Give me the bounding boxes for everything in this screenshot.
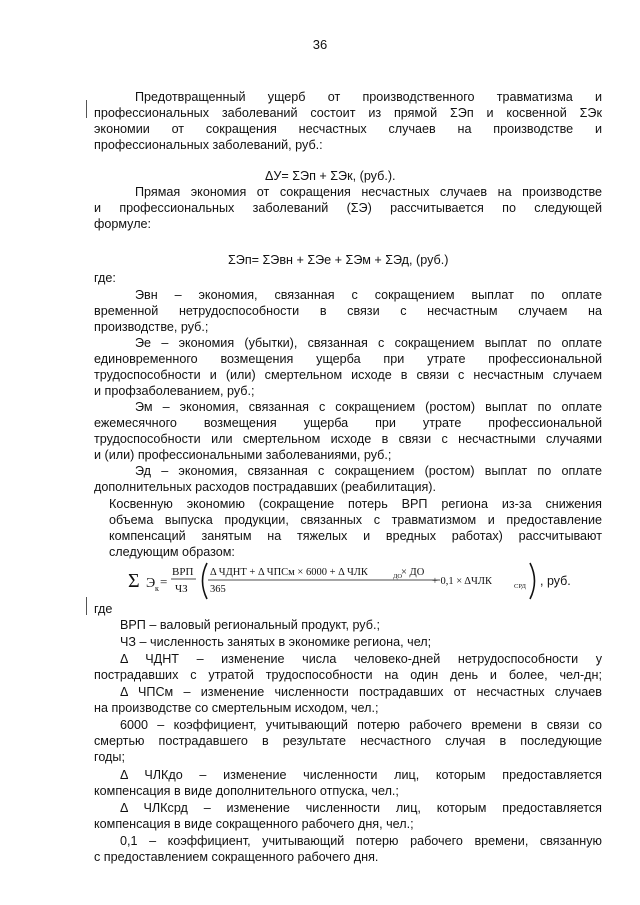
text-line: Косвенную экономию (сокращение потерь ВРП региона из-за снижения xyxy=(109,497,602,511)
formula-tail: + 0,1 × ΔЧЛК xyxy=(432,576,492,587)
text-line: и (или) профессиональными заболеваниями, руб.; xyxy=(94,448,392,462)
formula-lhs: Э xyxy=(146,576,156,591)
text-line: где: xyxy=(94,271,116,285)
text-line: Эе – экономия (убытки), связанная с сокращением выплат по оплате xyxy=(135,336,602,350)
margin-mark xyxy=(86,100,87,118)
text-line: смертью пострадавшего в результате несчастного случая в последующие xyxy=(94,734,602,748)
text-line: временной нетрудоспособности в связи с несчастным случаем на xyxy=(94,304,602,318)
text-line: экономии от сокращения несчастных случаев на производстве и xyxy=(94,122,602,136)
formula-inner-den: 365 xyxy=(210,584,226,595)
text-line: и профессиональных заболеваний (ΣЭ) рассчитывается по следующей xyxy=(94,201,602,215)
text-line: следующим образом: xyxy=(109,545,235,559)
text-line: Δ ЧЛКдо – изменение численности лиц, которым предоставляется xyxy=(120,768,602,782)
text-line: Эвн – экономия, связанная с сокращением выплат по оплате xyxy=(135,288,602,302)
formula-frac1-den: ЧЗ xyxy=(175,583,188,595)
text-line: ΣЭп= ΣЭвн + ΣЭе + ΣЭм + ΣЭд, (руб.) xyxy=(228,253,449,267)
text-line: компенсация в виде сокращенного рабочего дня, чел.; xyxy=(94,817,414,831)
text-line: компенсаций занятым на тяжелых и вредных работах) рассчитывают xyxy=(109,529,602,543)
formula-inner-num: Δ ЧДНТ + Δ ЧПСм × 6000 + Δ ЧЛК xyxy=(210,567,368,578)
text-line: Прямая экономия от сокращения несчастных случаев на производстве xyxy=(135,185,602,199)
formula-inner-num-tail: × ДО xyxy=(401,567,425,578)
text-line: ВРП – валовый региональный продукт, руб.; xyxy=(120,618,380,632)
formula-indirect-savings xyxy=(0,561,640,601)
text-line: с предоставлением сокращенного рабочего дня. xyxy=(94,850,379,864)
page-number: 36 xyxy=(312,37,328,52)
text-line: Δ ЧДНТ – изменение числа человеко-дней нетрудоспособности у xyxy=(120,652,602,666)
text-line: пострадавших с утратой трудоспособности на один день и более, чел-дн; xyxy=(94,668,602,682)
text-line: производстве, руб.; xyxy=(94,320,209,334)
text-line: ΔУ= ΣЭп + ΣЭк, (руб.). xyxy=(265,169,396,183)
text-line: ЧЗ – численность занятых в экономике региона, чел; xyxy=(120,635,432,649)
formula-sum: Σ xyxy=(128,570,140,592)
text-line: Эд – экономия, связанная с сокращением (ростом) выплат по оплате xyxy=(135,464,602,478)
text-line: Δ ЧЛКсрд – изменение численности лиц, которым предоставляется xyxy=(120,801,602,815)
text-line: ежемесячного возмещения ущерба при утрате профессиональной xyxy=(94,416,602,430)
text-line: где xyxy=(94,602,113,616)
formula-eq: = xyxy=(160,574,168,589)
formula-inner-num-sub: ДО xyxy=(393,573,403,580)
text-line: на производстве со смертельным исходом, чел.; xyxy=(94,701,379,715)
text-line: Эм – экономия, связанная с сокращением (ростом) выплат по оплате xyxy=(135,400,602,414)
text-line: трудоспособности и (или) смертельном исходе в связи с несчастным случаем xyxy=(94,368,602,382)
text-line: 6000 – коэффициент, учитывающий потерю рабочего времени в связи со xyxy=(120,718,602,732)
text-line: 0,1 – коэффициент, учитывающий потерю рабочего времени, связанную xyxy=(120,834,602,848)
text-line: дополнительных расходов пострадавших (реабилитация). xyxy=(94,480,436,494)
formula-tail-sub: СРД xyxy=(514,583,526,590)
text-line: профессиональных заболеваний, руб.: xyxy=(94,138,323,152)
text-line: трудоспособности или смертельном исходе в связи с несчастными случаями xyxy=(94,432,602,446)
text-line: и профзаболеванием, руб.; xyxy=(94,384,255,398)
formula-frac1-num: ВРП xyxy=(172,566,194,578)
text-line: компенсация в виде дополнительного отпуска, чел.; xyxy=(94,784,399,798)
text-line: формуле: xyxy=(94,217,152,231)
text-line: профессиональных заболеваний состоит из прямой ΣЭп и косвенной ΣЭк xyxy=(94,106,602,120)
formula-lhs-sub: к xyxy=(155,584,159,593)
text-line: Предотвращенный ущерб от производственного травматизма и xyxy=(135,90,602,104)
text-line: единовременного возмещения ущерба при утрате профессиональной xyxy=(94,352,602,366)
formula-unit: , руб. xyxy=(540,574,571,588)
text-line: Δ ЧПСм – изменение численности пострадавших от несчастных случаев xyxy=(120,685,602,699)
text-line: объема выпуска продукции, связанных с травматизмом и предоставление xyxy=(109,513,602,527)
text-line: годы; xyxy=(94,750,125,764)
